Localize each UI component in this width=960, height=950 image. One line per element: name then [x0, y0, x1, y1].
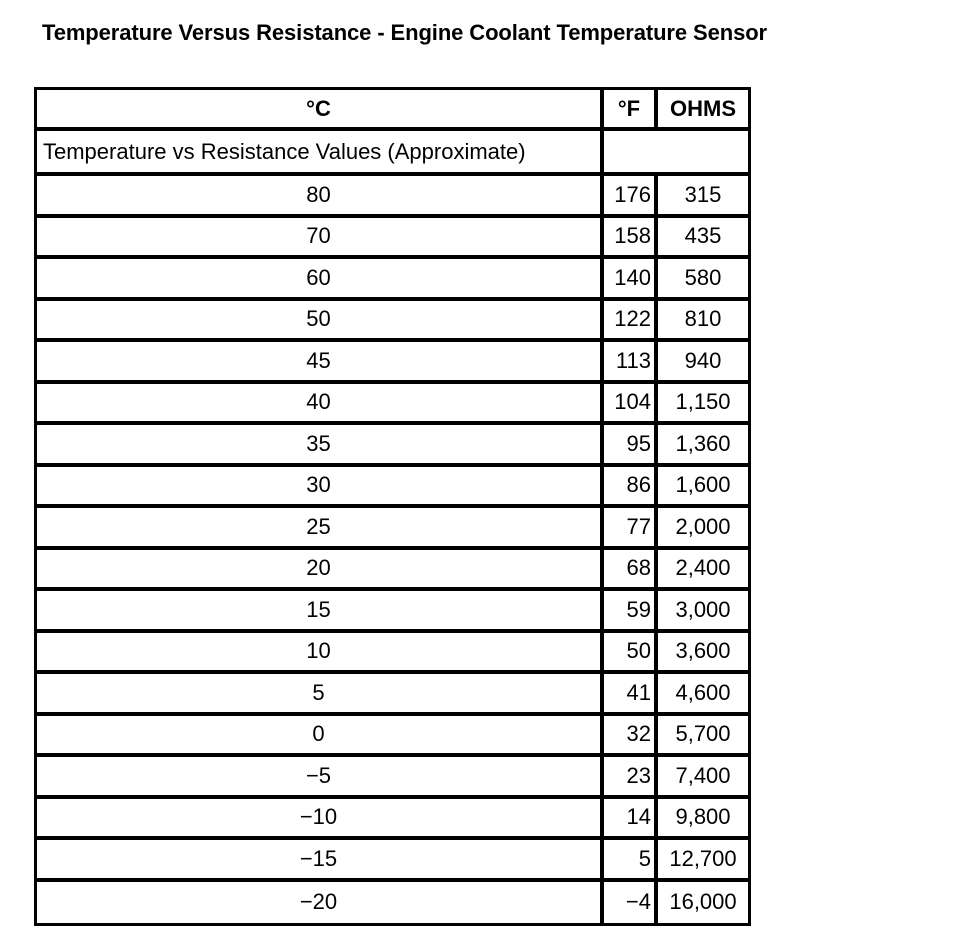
table-row — [37, 840, 748, 882]
cell-celsius: 60 — [37, 259, 604, 301]
cell-celsius: 45 — [37, 342, 604, 384]
cell-fahrenheit: 41 — [604, 674, 658, 716]
table-row — [37, 550, 748, 592]
subheader-empty-cell — [604, 131, 658, 176]
document-title: Temperature Versus Resistance - Engine Coolant Temperature Sensor — [42, 20, 768, 45]
table-header-row — [37, 90, 748, 131]
cell-ohms: 5,700 — [658, 716, 748, 758]
table-row — [37, 716, 748, 758]
cell-fahrenheit: 32 — [604, 716, 658, 758]
temperature-resistance-table — [34, 87, 751, 926]
cell-ohms: 810 — [658, 301, 748, 343]
table-row — [37, 799, 748, 841]
cell-ohms: 4,600 — [658, 674, 748, 716]
cell-fahrenheit: 176 — [604, 176, 658, 218]
cell-fahrenheit: 77 — [604, 508, 658, 550]
cell-fahrenheit: 5 — [604, 840, 658, 882]
table-row — [37, 882, 748, 924]
cell-ohms: 3,600 — [658, 633, 748, 675]
cell-celsius: 25 — [37, 508, 604, 550]
cell-celsius: −5 — [37, 757, 604, 799]
table-row — [37, 259, 748, 301]
cell-ohms: 9,800 — [658, 799, 748, 841]
table-row — [37, 633, 748, 675]
cell-ohms: 1,150 — [658, 384, 748, 426]
cell-fahrenheit: 122 — [604, 301, 658, 343]
header-ohms: OHMS — [658, 90, 748, 131]
cell-ohms: 940 — [658, 342, 748, 384]
cell-ohms: 1,360 — [658, 425, 748, 467]
cell-fahrenheit: −4 — [604, 882, 658, 924]
subheader-text: Temperature vs Resistance Values (Approximate) — [37, 131, 604, 176]
table-row — [37, 342, 748, 384]
cell-fahrenheit: 23 — [604, 757, 658, 799]
cell-celsius: 40 — [37, 384, 604, 426]
cell-ohms: 2,000 — [658, 508, 748, 550]
cell-fahrenheit: 50 — [604, 633, 658, 675]
cell-ohms: 2,400 — [658, 550, 748, 592]
cell-fahrenheit: 14 — [604, 799, 658, 841]
cell-fahrenheit: 140 — [604, 259, 658, 301]
subheader-empty-cell — [658, 131, 748, 176]
cell-fahrenheit: 86 — [604, 467, 658, 509]
table-row — [37, 301, 748, 343]
table-subheader-row — [37, 131, 748, 176]
table-row — [37, 384, 748, 426]
cell-fahrenheit: 113 — [604, 342, 658, 384]
table-row — [37, 425, 748, 467]
cell-fahrenheit: 95 — [604, 425, 658, 467]
cell-fahrenheit: 104 — [604, 384, 658, 426]
table-row — [37, 508, 748, 550]
cell-celsius: 10 — [37, 633, 604, 675]
cell-celsius: −10 — [37, 799, 604, 841]
cell-celsius: 35 — [37, 425, 604, 467]
table-row — [37, 467, 748, 509]
cell-celsius: 30 — [37, 467, 604, 509]
resistance-table-container — [34, 87, 751, 926]
table-row — [37, 757, 748, 799]
cell-celsius: −20 — [37, 882, 604, 924]
table-row — [37, 218, 748, 260]
cell-celsius: 80 — [37, 176, 604, 218]
cell-fahrenheit: 59 — [604, 591, 658, 633]
table-row — [37, 591, 748, 633]
table-row — [37, 176, 748, 218]
cell-celsius: −15 — [37, 840, 604, 882]
cell-ohms: 7,400 — [658, 757, 748, 799]
cell-celsius: 50 — [37, 301, 604, 343]
cell-celsius: 5 — [37, 674, 604, 716]
cell-ohms: 1,600 — [658, 467, 748, 509]
cell-celsius: 20 — [37, 550, 604, 592]
cell-ohms: 315 — [658, 176, 748, 218]
cell-celsius: 15 — [37, 591, 604, 633]
cell-celsius: 0 — [37, 716, 604, 758]
table-row — [37, 674, 748, 716]
header-fahrenheit: °F — [604, 90, 658, 131]
cell-ohms: 3,000 — [658, 591, 748, 633]
cell-fahrenheit: 68 — [604, 550, 658, 592]
cell-celsius: 70 — [37, 218, 604, 260]
cell-ohms: 16,000 — [658, 882, 748, 924]
header-celsius: °C — [37, 90, 604, 131]
cell-ohms: 435 — [658, 218, 748, 260]
cell-ohms: 580 — [658, 259, 748, 301]
cell-fahrenheit: 158 — [604, 218, 658, 260]
cell-ohms: 12,700 — [658, 840, 748, 882]
